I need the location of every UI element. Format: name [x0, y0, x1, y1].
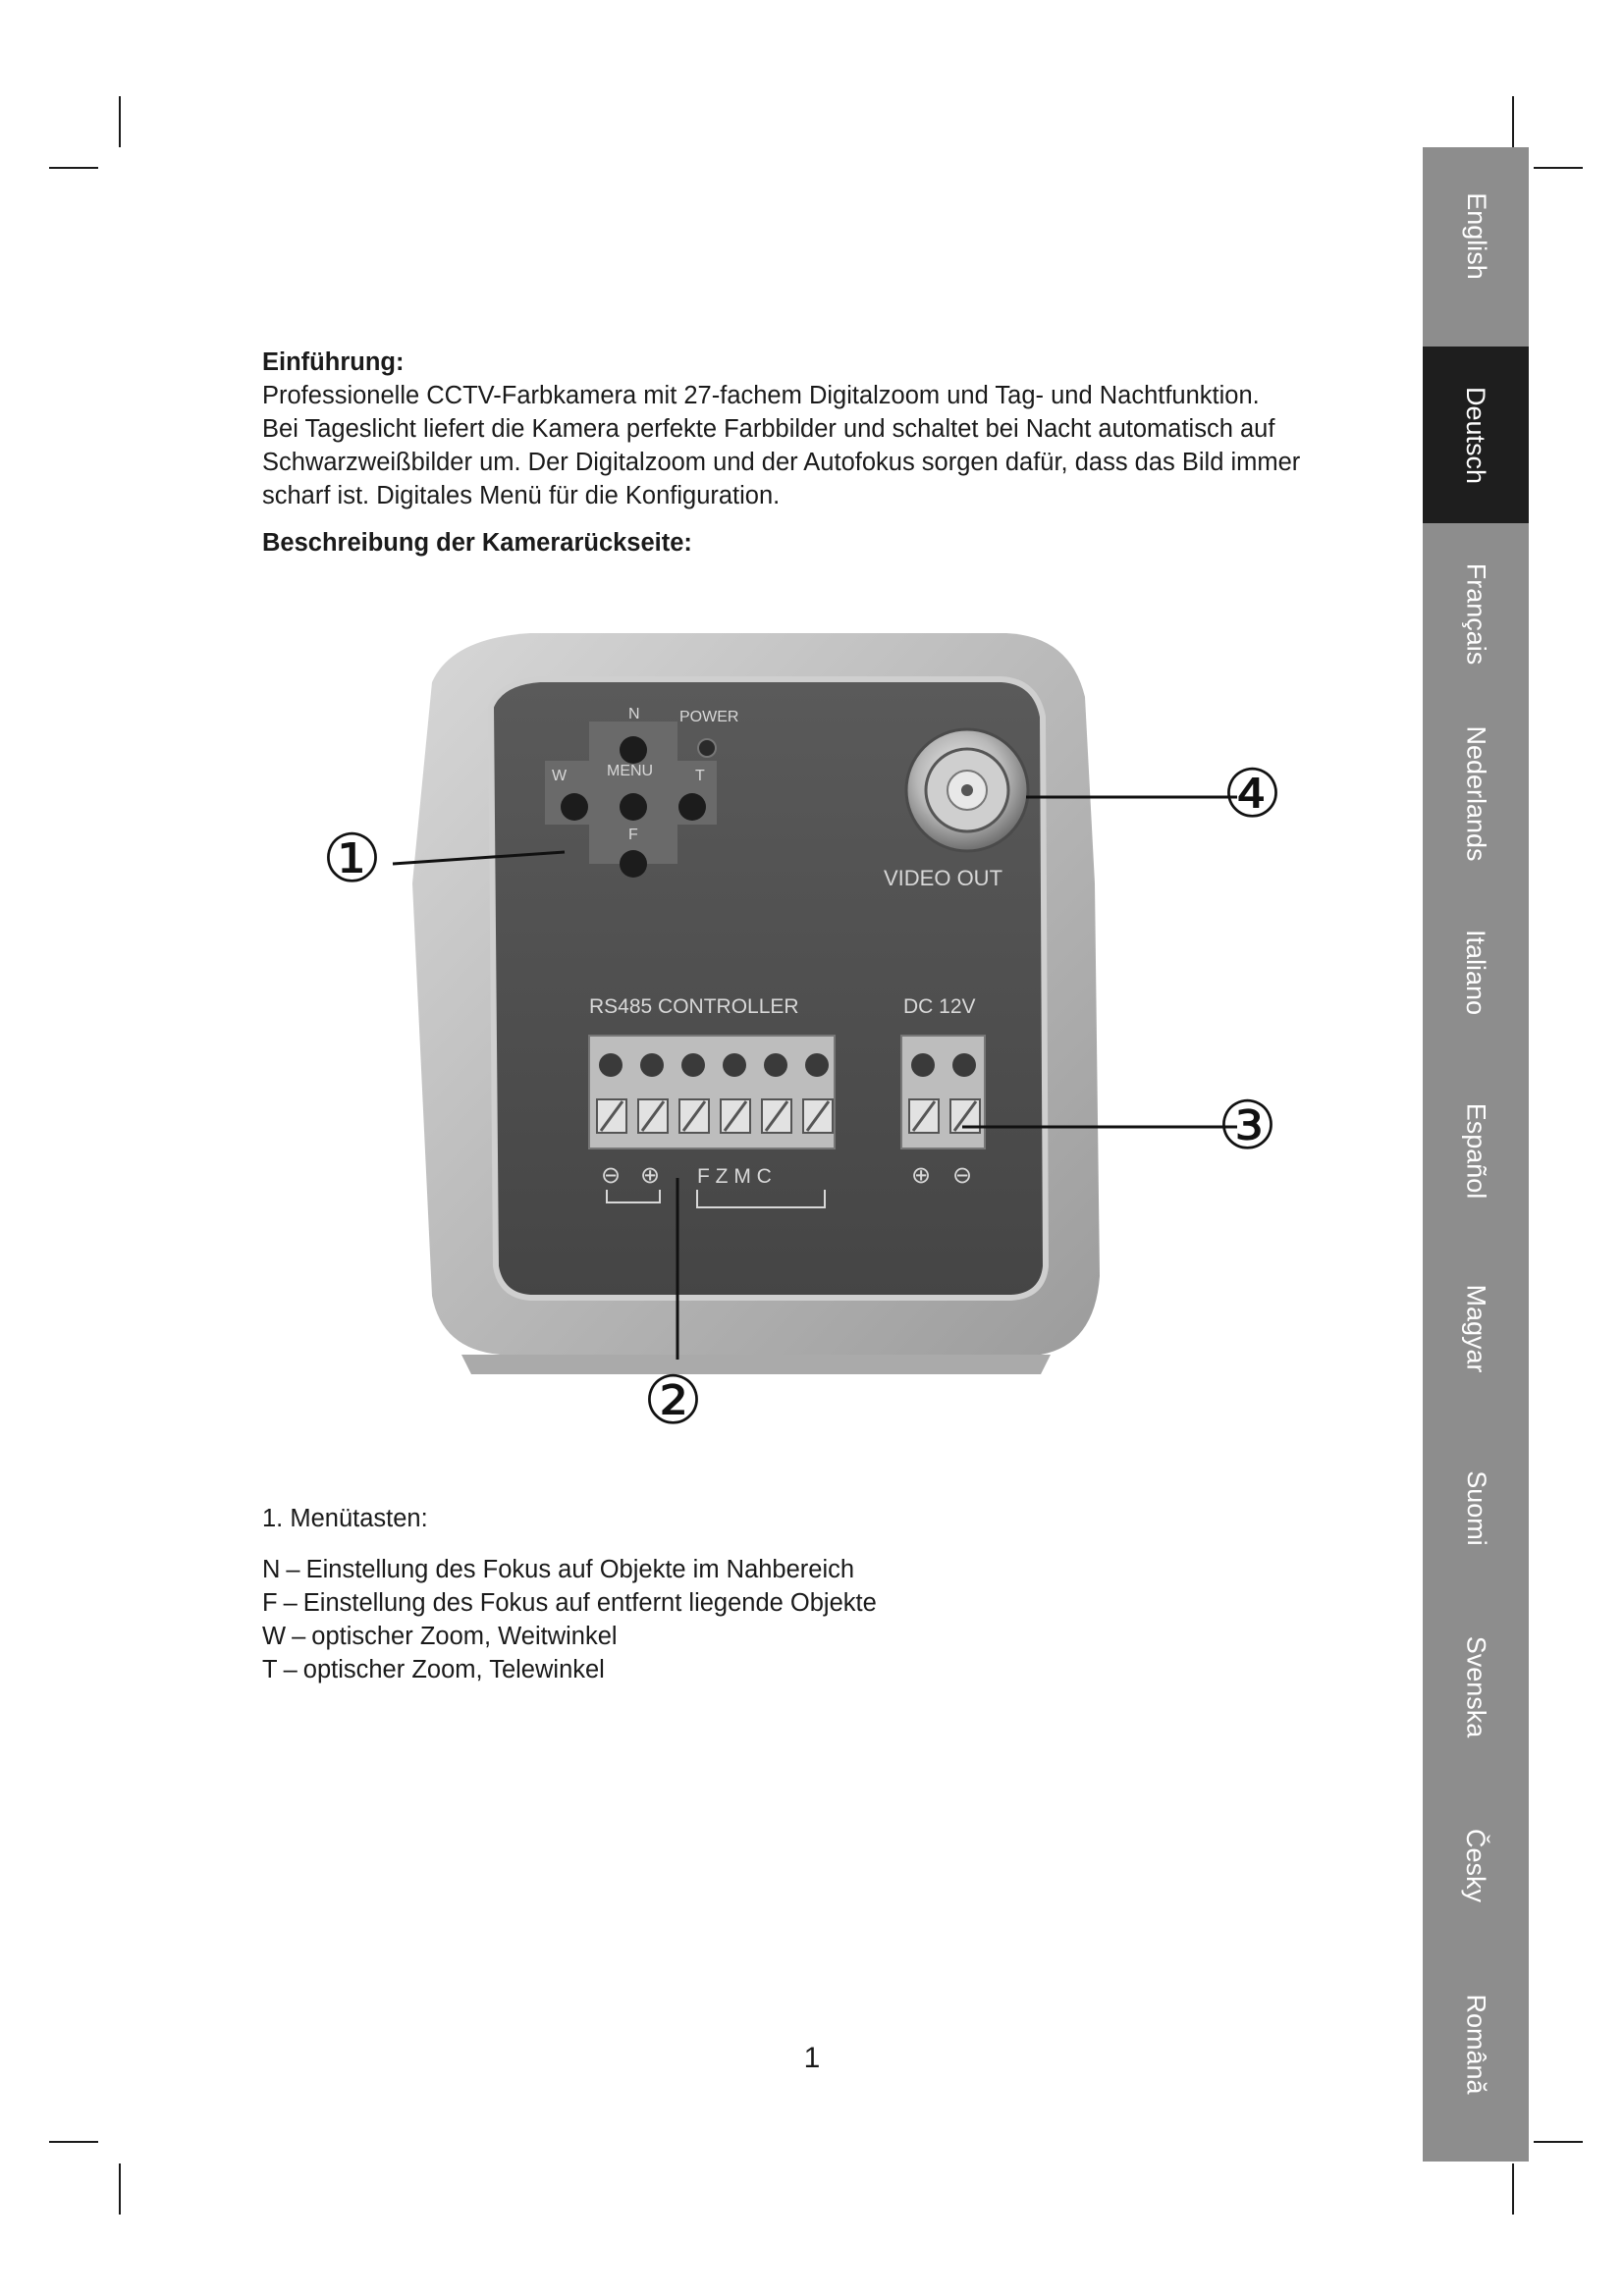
legend-key: F	[262, 1589, 278, 1617]
lang-tab-svenska[interactable]: Svenska	[1461, 1635, 1491, 1737]
crop-mark	[49, 2141, 98, 2143]
label-f: F	[628, 827, 638, 843]
label-rs485: RS485 CONTROLLER	[589, 995, 799, 1018]
legend-title: 1. Menütasten:	[262, 1505, 428, 1532]
crop-mark	[1534, 2141, 1583, 2143]
button-f	[620, 850, 647, 878]
legend-dash: –	[292, 1623, 306, 1650]
label-fzmc: F Z M C	[697, 1165, 772, 1188]
legend-item	[262, 1653, 877, 1686]
lang-tab-magyar[interactable]: Magyar	[1461, 1283, 1491, 1373]
label-dc-plus: ⊕	[911, 1161, 932, 1189]
lang-tab-deutsch[interactable]: Deutsch	[1423, 347, 1529, 523]
legend-dash: –	[283, 1656, 298, 1683]
legend-text: Einstellung des Fokus auf Objekte im Nahbereich	[305, 1556, 855, 1583]
language-sidebar	[1423, 147, 1529, 2162]
legend-text: optischer Zoom, Telewinkel	[302, 1656, 605, 1683]
intro-section	[262, 346, 1391, 560]
label-rs485-plus: ⊕	[640, 1161, 661, 1189]
label-rs485-minus: ⊖	[601, 1161, 622, 1189]
menu-keys-legend	[262, 1502, 877, 1686]
button-n	[620, 736, 647, 764]
crop-mark	[119, 2163, 121, 2215]
button-t	[678, 793, 706, 821]
camera-body-bottom-ridges	[461, 1355, 1051, 1374]
callout-3: ③	[1218, 1088, 1277, 1165]
legend-text: Einstellung des Fokus auf entfernt liegende Objekte	[302, 1589, 877, 1617]
button-w	[561, 793, 588, 821]
legend-text: optischer Zoom, Weitwinkel	[311, 1623, 618, 1650]
lang-tab-nederlands[interactable]: Nederlands	[1461, 724, 1491, 862]
power-led	[698, 739, 716, 757]
callout-2: ②	[643, 1362, 703, 1440]
crop-mark	[1512, 2163, 1514, 2215]
label-t: T	[695, 768, 705, 784]
label-dc: DC 12V	[903, 995, 976, 1018]
lang-tab-francais[interactable]: Français	[1461, 562, 1491, 665]
legend-dash: –	[283, 1589, 298, 1617]
crop-mark	[1512, 96, 1514, 147]
lang-tab-romana[interactable]: Română	[1461, 1993, 1491, 2095]
intro-line: Bei Tageslicht liefert die Kamera perfekte Farbbilder und schaltet bei Nacht automatisch auf	[262, 415, 1275, 443]
legend-item	[262, 1586, 877, 1620]
label-video-out: VIDEO OUT	[884, 866, 1003, 890]
crop-mark	[1534, 167, 1583, 169]
legend-item	[262, 1553, 877, 1586]
lang-tab-italiano[interactable]: Italiano	[1461, 929, 1491, 1015]
button-menu	[620, 793, 647, 821]
intro-heading: Einführung:	[262, 348, 405, 376]
legend-key: W	[262, 1623, 287, 1650]
label-menu: MENU	[607, 763, 654, 779]
lang-tab-english[interactable]: English	[1461, 191, 1491, 280]
lang-tab-espanol[interactable]: Español	[1461, 1102, 1491, 1199]
label-power: POWER	[679, 709, 739, 725]
intro-line: scharf ist. Digitales Menü für die Konfiguration.	[262, 482, 781, 509]
callout-4: ④	[1222, 756, 1282, 833]
label-n: N	[628, 706, 640, 722]
crop-mark	[119, 96, 121, 147]
legend-key: N	[262, 1556, 281, 1583]
camera-rear-panel-figure	[295, 589, 1326, 1453]
intro-line: Schwarzweißbilder um. Der Digitalzoom und der Autofokus sorgen dafür, dass das Bild immer	[262, 449, 1301, 476]
label-dc-minus: ⊖	[952, 1161, 973, 1189]
crop-mark	[49, 167, 98, 169]
legend-dash: –	[286, 1556, 300, 1583]
label-w: W	[552, 768, 568, 784]
page-number: 1	[803, 2042, 821, 2074]
lang-tab-suomi[interactable]: Suomi	[1461, 1469, 1491, 1546]
legend-item	[262, 1620, 877, 1653]
intro-line: Professionelle CCTV-Farbkamera mit 27-fachem Digitalzoom und Tag- und Nachtfunktion.	[262, 382, 1260, 409]
legend-key: T	[262, 1656, 278, 1683]
rear-panel-heading: Beschreibung der Kamerarückseite:	[262, 529, 692, 557]
lang-tab-cesky[interactable]: Česky	[1461, 1828, 1491, 1902]
callout-1: ①	[322, 821, 382, 898]
